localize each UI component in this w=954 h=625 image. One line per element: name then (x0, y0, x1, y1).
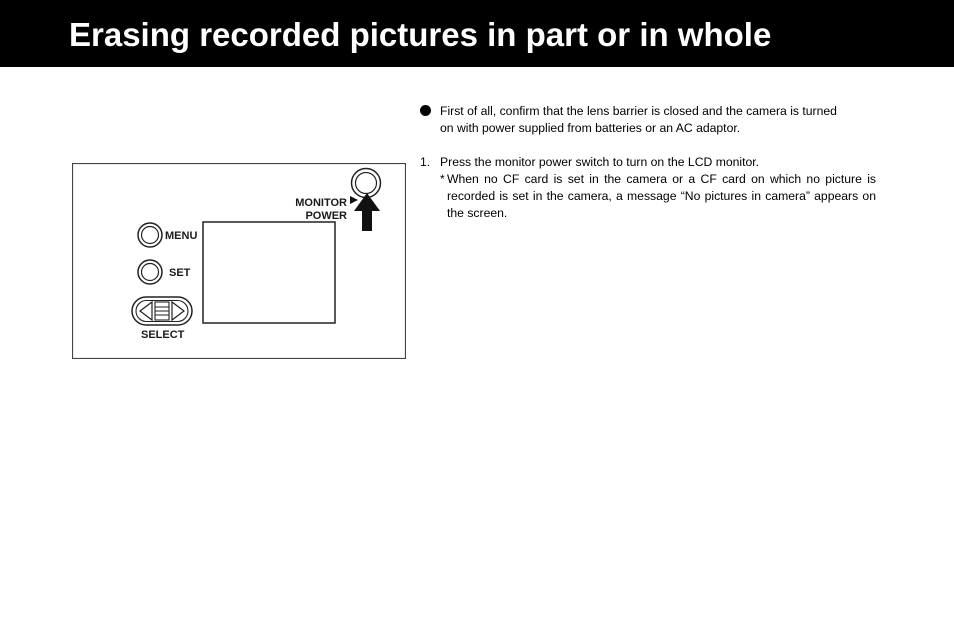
menu-label: MENU (165, 230, 198, 242)
step-number: 1. (420, 155, 431, 169)
title-bar (0, 0, 954, 67)
select-label: SELECT (141, 329, 185, 341)
step-text: Press the monitor power switch to turn on the LCD monitor. (440, 155, 760, 169)
step-1 (420, 154, 876, 171)
bullet-line-1: First of all, confirm that the lens barrier is closed and the camera is turned (440, 104, 837, 118)
set-label: SET (169, 267, 191, 279)
monitor-label-line2: POWER (305, 210, 347, 222)
bullet-line-2: on with power supplied from batteries or an AC adaptor. (440, 121, 741, 135)
bullet-paragraph (420, 103, 876, 137)
camera-back-illustration (72, 163, 406, 359)
camera-back-diagram (72, 163, 406, 359)
bullet-dot-icon (420, 105, 431, 116)
note-paragraph (420, 171, 876, 222)
monitor-label-line1: MONITOR (295, 197, 347, 209)
page-title: Erasing recorded pictures in part or in whole (69, 16, 772, 53)
note-text: When no CF card is set in the camera or a CF card on which no picture is recorded is set in the camera, a message “No pictures in camera” appears on the screen. (447, 172, 876, 220)
instructions (420, 103, 876, 222)
note-asterisk: * (440, 172, 445, 186)
lcd-monitor-screen (203, 222, 335, 323)
